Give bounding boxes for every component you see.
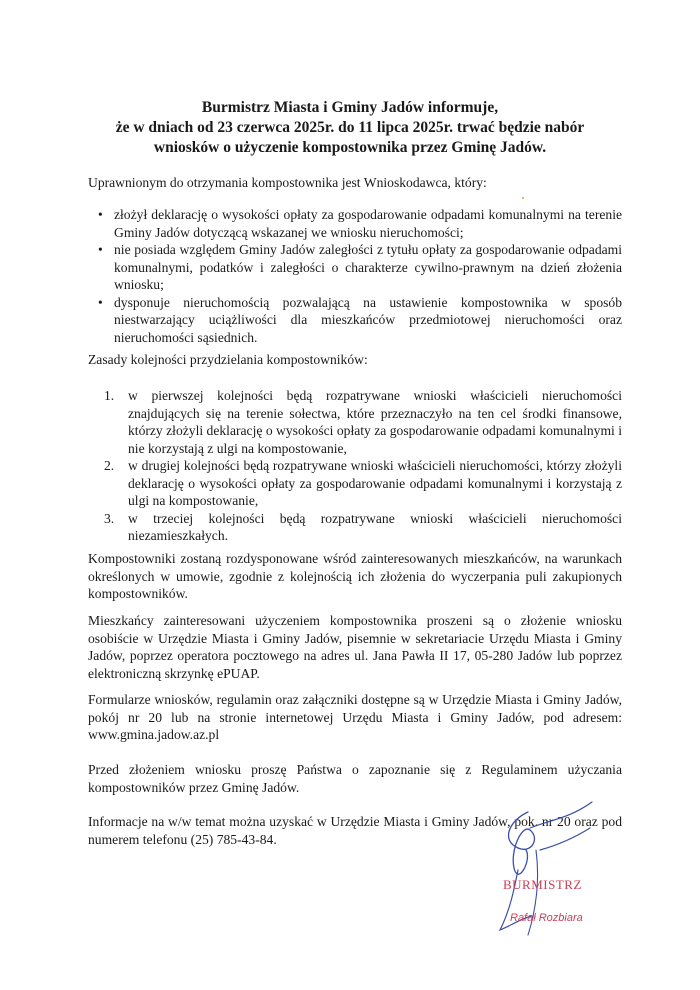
rule-text: w drugiej kolejności będą rozpatrywane wnioski właścicieli nieruchomości, którzy złożyli deklarację o wysokości opłaty za gospodarowanie odpadami komunalnymi i korzystają z ulgi na kompostowanie,: [128, 458, 622, 508]
distribution-paragraph: Kompostowniki zostaną rozdysponowane wśród zainteresowanych mieszkańców, na warunkach określonych w umowie, zgodnie z kolejnością ich złożenia do wyczerpania puli zakupionych kompostowników.: [88, 551, 622, 601]
title-line-1: Burmistrz Miasta i Gminy Jadów informuje,: [201, 99, 499, 116]
title-line-2: że w dniach od 23 czerwca 2025r. do 11 lipca 2025r. trwać będzie nabór: [115, 119, 585, 136]
rules-heading: Zasady kolejności przydzielania kompostowników:: [88, 352, 368, 367]
contact-paragraph: Informacje na w/w temat można uzyskać w Urzędzie Miasta i Gminy Jadów, pok. nr 20 oraz pod numerem telefonu (25) 785-43-84.: [88, 814, 622, 847]
list-item: [104, 387, 622, 457]
stamp-name: Rafał Rozbiara: [510, 912, 583, 924]
rule-number: 3.: [104, 510, 115, 526]
application-paragraph: Mieszkańcy zainteresowani użyczeniem kompostownika proszeni są o złożenie wniosku osobiście w Urzędzie Miasta i Gminy Jadów, pisemnie w sekretariacie Urzędu Miasta i Gminy Jadów, poprzez operatora pocztowego na adres ul. Jana Pawła II 17, 05-280 Jadów lub poprzez elektroniczną skrzynkę ePUAP.: [88, 613, 622, 681]
list-item: [88, 241, 622, 294]
eligibility-intro: Uprawnionym do otrzymania kompostownika jest Wnioskodawca, który:: [88, 175, 487, 190]
list-item: [88, 206, 622, 241]
condition-text: nie posiada względem Gminy Jadów zaległości z tytułu opłaty za gospodarowanie odpadami komunalnymi, podatków i zaległości o charakterze cywilno-prawnym na dzień złożenia wniosku;: [114, 242, 622, 292]
scan-speck: [522, 197, 524, 199]
list-item: [104, 457, 622, 510]
rule-number: 2.: [104, 458, 115, 473]
handwritten-signature: [470, 790, 650, 950]
announcement-title: [60, 98, 640, 158]
eligibility-conditions-list: [88, 206, 622, 346]
list-item: [88, 294, 622, 347]
bullet-icon: •: [98, 207, 103, 222]
rule-text: w trzeciej kolejności będą rozpatrywane wnioski właścicieli nieruchomości niezamieszkałych.: [128, 510, 622, 543]
allocation-rules-list: [104, 387, 622, 545]
bullet-icon: •: [98, 242, 103, 257]
condition-text: złożył deklarację o wysokości opłaty za gospodarowanie odpadami komunalnymi na terenie Gminy Jadów dotyczącą wskazanej we wniosku nieruchomości;: [114, 207, 622, 240]
rule-text: w pierwszej kolejności będą rozpatrywane wnioski właścicieli nieruchomości znajdujących się na terenie sołectwa, które przeznaczyło na ten cel środki finansowe, którzy złożyli deklarację o wysokości opłaty za gospodarowanie odpadami komunalnymi i nie korzystają z ulgi na kompostowanie,: [128, 388, 622, 456]
stamp-title: BURMISTRZ: [503, 877, 582, 892]
bullet-icon: •: [98, 294, 103, 310]
rule-number: 1.: [104, 388, 115, 403]
condition-text: dysponuje nieruchomością pozwalającą na ustawienie kompostownika w sposób niestwarzający uciążliwości dla mieszkańców przedmiotowej nieruchomości oraz nieruchomości sąsiednich.: [114, 294, 622, 345]
regulations-paragraph: Przed złożeniem wniosku proszę Państwa o zapoznanie się z Regulaminem użyczania kompostowników przez Gminę Jadów.: [88, 762, 622, 795]
list-item: [104, 510, 622, 545]
title-line-3: wniosków o użyczenie kompostownika przez Gminę Jadów.: [153, 139, 547, 156]
forms-paragraph: Formularze wniosków, regulamin oraz załączniki dostępne są w Urzędzie Miasta i Gminy Jadów, pokój nr 20 lub na stronie internetowej Urzędu Miasta i Gminy Jadów, pod adresem: www.gmina.jadow.az.pl: [88, 692, 622, 742]
